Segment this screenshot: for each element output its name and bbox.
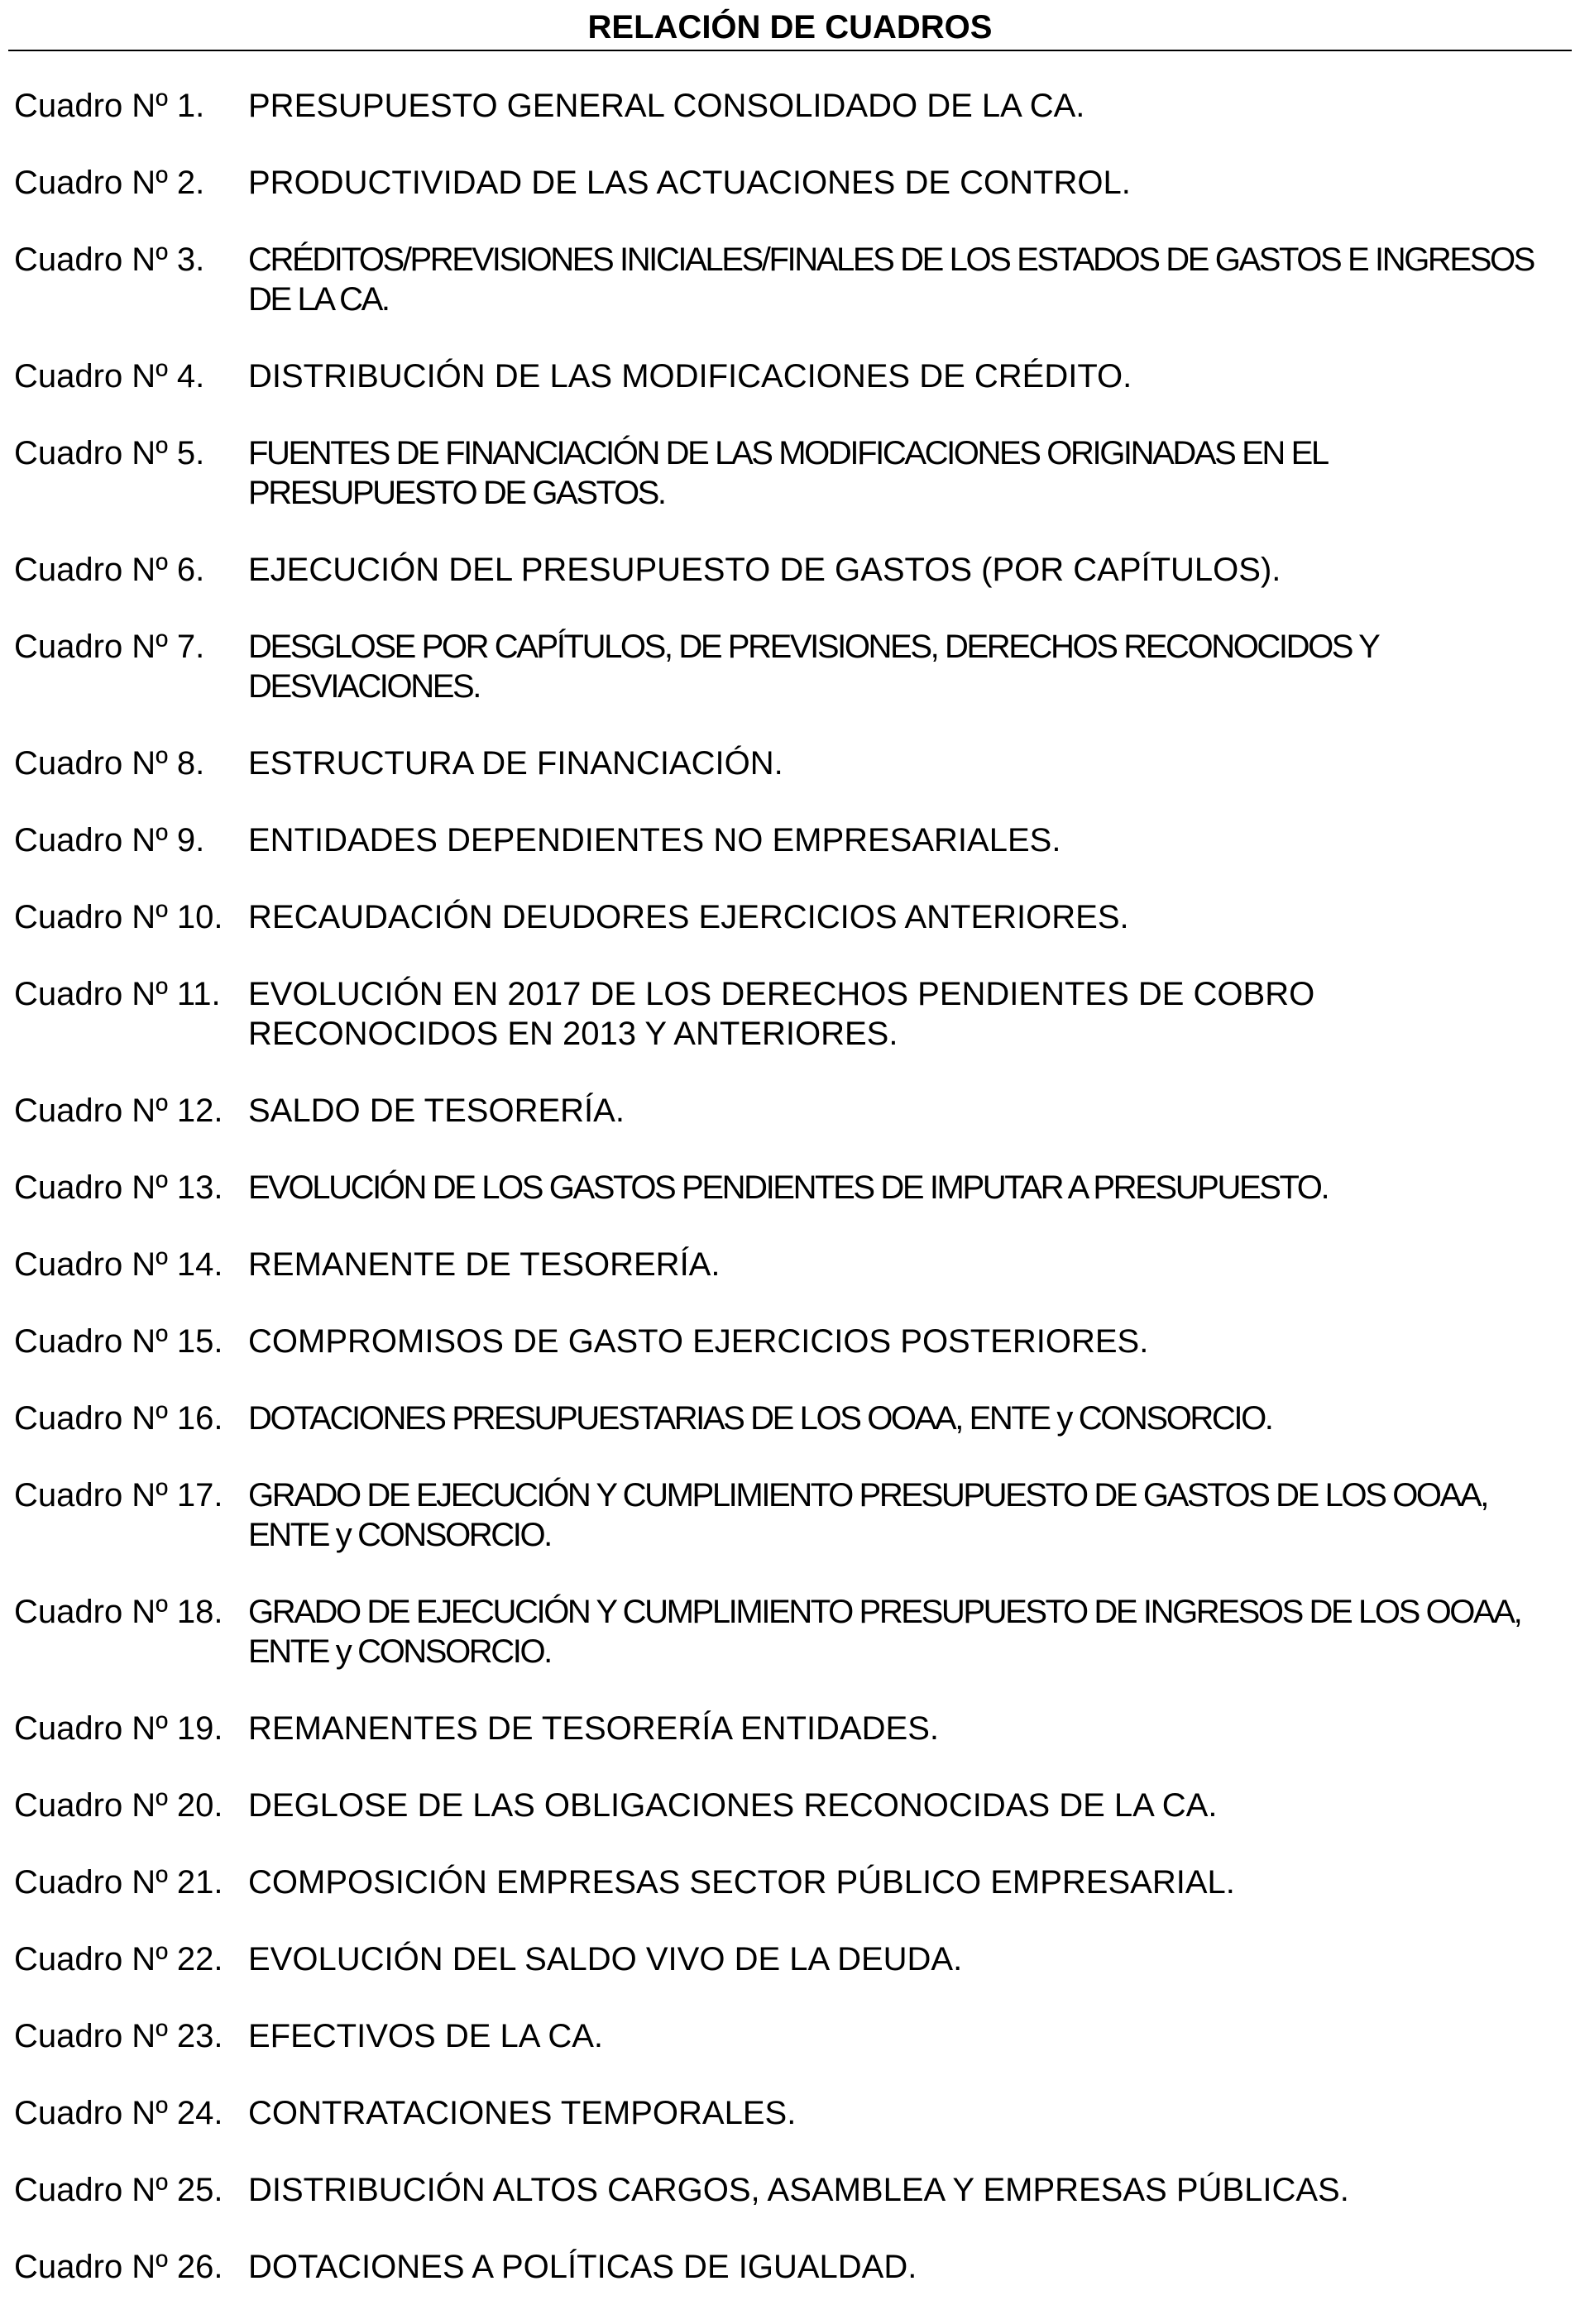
cuadro-description: PRESUPUESTO GENERAL CONSOLIDADO DE LA CA. (248, 88, 1085, 124)
cuadro-label: Cuadro Nº 7. (14, 629, 205, 665)
list-item (14, 163, 1569, 203)
list-item (14, 1475, 1569, 1555)
cuadro-description: DISTRIBUCIÓN DE LAS MODIFICACIONES DE CRÉDITO. (248, 358, 1132, 395)
cuadro-description: CONTRATACIONES TEMPORALES. (248, 2095, 797, 2131)
cuadro-description: REMANENTES DE TESORERÍA ENTIDADES. (248, 1710, 939, 1747)
list-item (14, 2093, 1569, 2133)
cuadro-label: Cuadro Nº 19. (14, 1710, 223, 1747)
cuadro-description: EFECTIVOS DE LA CA. (248, 2018, 604, 2054)
cuadro-description: DESGLOSE POR CAPÍTULOS, DE PREVISIONES, DERECHOS RECONOCIDOS Y DESVIACIONES. (248, 629, 1378, 705)
cuadro-label: Cuadro Nº 17. (14, 1477, 223, 1513)
cuadro-label: Cuadro Nº 16. (14, 1400, 223, 1437)
cuadro-label: Cuadro Nº 12. (14, 1093, 223, 1129)
title-divider (8, 50, 1572, 51)
cuadro-description: SALDO DE TESORERÍA. (248, 1093, 625, 1129)
cuadro-label: Cuadro Nº 9. (14, 822, 205, 858)
cuadro-label: Cuadro Nº 21. (14, 1864, 223, 1901)
cuadro-label: Cuadro Nº 8. (14, 745, 205, 782)
cuadro-description: CRÉDITOS/PREVISIONES INICIALES/FINALES DE LOS ESTADOS DE GASTOS E INGRESOS DE LA CA. (248, 241, 1534, 318)
cuadro-description: DEGLOSE DE LAS OBLIGACIONES RECONOCIDAS DE LA CA. (248, 1787, 1218, 1824)
cuadro-description: COMPOSICIÓN EMPRESAS SECTOR PÚBLICO EMPRESARIAL. (248, 1864, 1235, 1901)
cuadro-label: Cuadro Nº 6. (14, 552, 205, 588)
list-item (14, 1399, 1569, 1438)
cuadro-description: RECAUDACIÓN DEUDORES EJERCICIOS ANTERIORES. (248, 899, 1129, 935)
cuadro-description: REMANENTE DE TESORERÍA. (248, 1246, 721, 1283)
cuadro-label: Cuadro Nº 3. (14, 241, 205, 278)
cuadro-label: Cuadro Nº 11. (14, 976, 221, 1012)
cuadro-description: GRADO DE EJECUCIÓN Y CUMPLIMIENTO PRESUPUESTO DE GASTOS DE LOS OOAA, ENTE y CONSORCIO. (248, 1477, 1487, 1553)
list-item (14, 356, 1569, 396)
list-item (14, 1863, 1569, 1902)
cuadro-label: Cuadro Nº 20. (14, 1787, 223, 1824)
cuadro-description: EVOLUCIÓN DE LOS GASTOS PENDIENTES DE IMPUTAR A PRESUPUESTO. (248, 1169, 1329, 1206)
page-title: RELACIÓN DE CUADROS (587, 9, 993, 45)
list-item (14, 1245, 1569, 1284)
cuadro-label: Cuadro Nº 18. (14, 1594, 223, 1630)
list-item (14, 2016, 1569, 2056)
cuadro-description: EVOLUCIÓN DEL SALDO VIVO DE LA DEUDA. (248, 1941, 963, 1977)
cuadro-description: DISTRIBUCIÓN ALTOS CARGOS, ASAMBLEA Y EMPRESAS PÚBLICAS. (248, 2172, 1349, 2208)
cuadro-description: ESTRUCTURA DE FINANCIACIÓN. (248, 745, 783, 782)
cuadro-description: DOTACIONES PRESUPUESTARIAS DE LOS OOAA, ENTE y CONSORCIO. (248, 1400, 1272, 1437)
cuadros-list (14, 86, 1569, 2324)
list-item (14, 1592, 1569, 1671)
list-item (14, 433, 1569, 513)
cuadro-description: ENTIDADES DEPENDIENTES NO EMPRESARIALES. (248, 822, 1061, 858)
cuadro-label: Cuadro Nº 24. (14, 2095, 223, 2131)
cuadro-description: GRADO DE EJECUCIÓN Y CUMPLIMIENTO PRESUPUESTO DE INGRESOS DE LOS OOAA, ENTE y CONSORCIO. (248, 1594, 1521, 1670)
cuadro-label: Cuadro Nº 23. (14, 2018, 223, 2054)
list-item (14, 897, 1569, 937)
cuadro-description: FUENTES DE FINANCIACIÓN DE LAS MODIFICACIONES ORIGINADAS EN EL PRESUPUESTO DE GASTOS. (248, 435, 1327, 511)
list-item (14, 1322, 1569, 1361)
list-item (14, 86, 1569, 126)
list-item (14, 744, 1569, 783)
cuadro-label: Cuadro Nº 5. (14, 435, 205, 471)
cuadro-description: EVOLUCIÓN EN 2017 DE LOS DERECHOS PENDIENTES DE COBRO RECONOCIDOS EN 2013 Y ANTERIORES. (248, 976, 1315, 1052)
cuadro-label: Cuadro Nº 10. (14, 899, 223, 935)
cuadro-description: DOTACIONES A POLÍTICAS DE IGUALDAD. (248, 2249, 917, 2285)
cuadro-description: EJECUCIÓN DEL PRESUPUESTO DE GASTOS (POR CAPÍTULOS). (248, 552, 1281, 588)
list-item (14, 1168, 1569, 1207)
cuadro-label: Cuadro Nº 13. (14, 1169, 223, 1206)
cuadro-label: Cuadro Nº 25. (14, 2172, 223, 2208)
cuadro-description: COMPROMISOS DE GASTO EJERCICIOS POSTERIORES. (248, 1323, 1149, 1360)
list-item (14, 627, 1569, 706)
list-item (14, 820, 1569, 860)
cuadro-label: Cuadro Nº 15. (14, 1323, 223, 1360)
cuadro-label: Cuadro Nº 26. (14, 2249, 223, 2285)
cuadro-label: Cuadro Nº 1. (14, 88, 205, 124)
cuadro-label: Cuadro Nº 2. (14, 165, 205, 201)
list-item (14, 1091, 1569, 1131)
cuadro-label: Cuadro Nº 22. (14, 1941, 223, 1977)
list-item (14, 550, 1569, 590)
list-item (14, 2170, 1569, 2210)
cuadro-label: Cuadro Nº 14. (14, 1246, 223, 1283)
list-item (14, 240, 1569, 319)
list-item (14, 1786, 1569, 1825)
cuadro-label: Cuadro Nº 4. (14, 358, 205, 395)
list-item (14, 974, 1569, 1054)
cuadro-description: PRODUCTIVIDAD DE LAS ACTUACIONES DE CONTROL. (248, 165, 1131, 201)
list-item (14, 1939, 1569, 1979)
list-item (14, 2247, 1569, 2287)
list-item (14, 1709, 1569, 1748)
